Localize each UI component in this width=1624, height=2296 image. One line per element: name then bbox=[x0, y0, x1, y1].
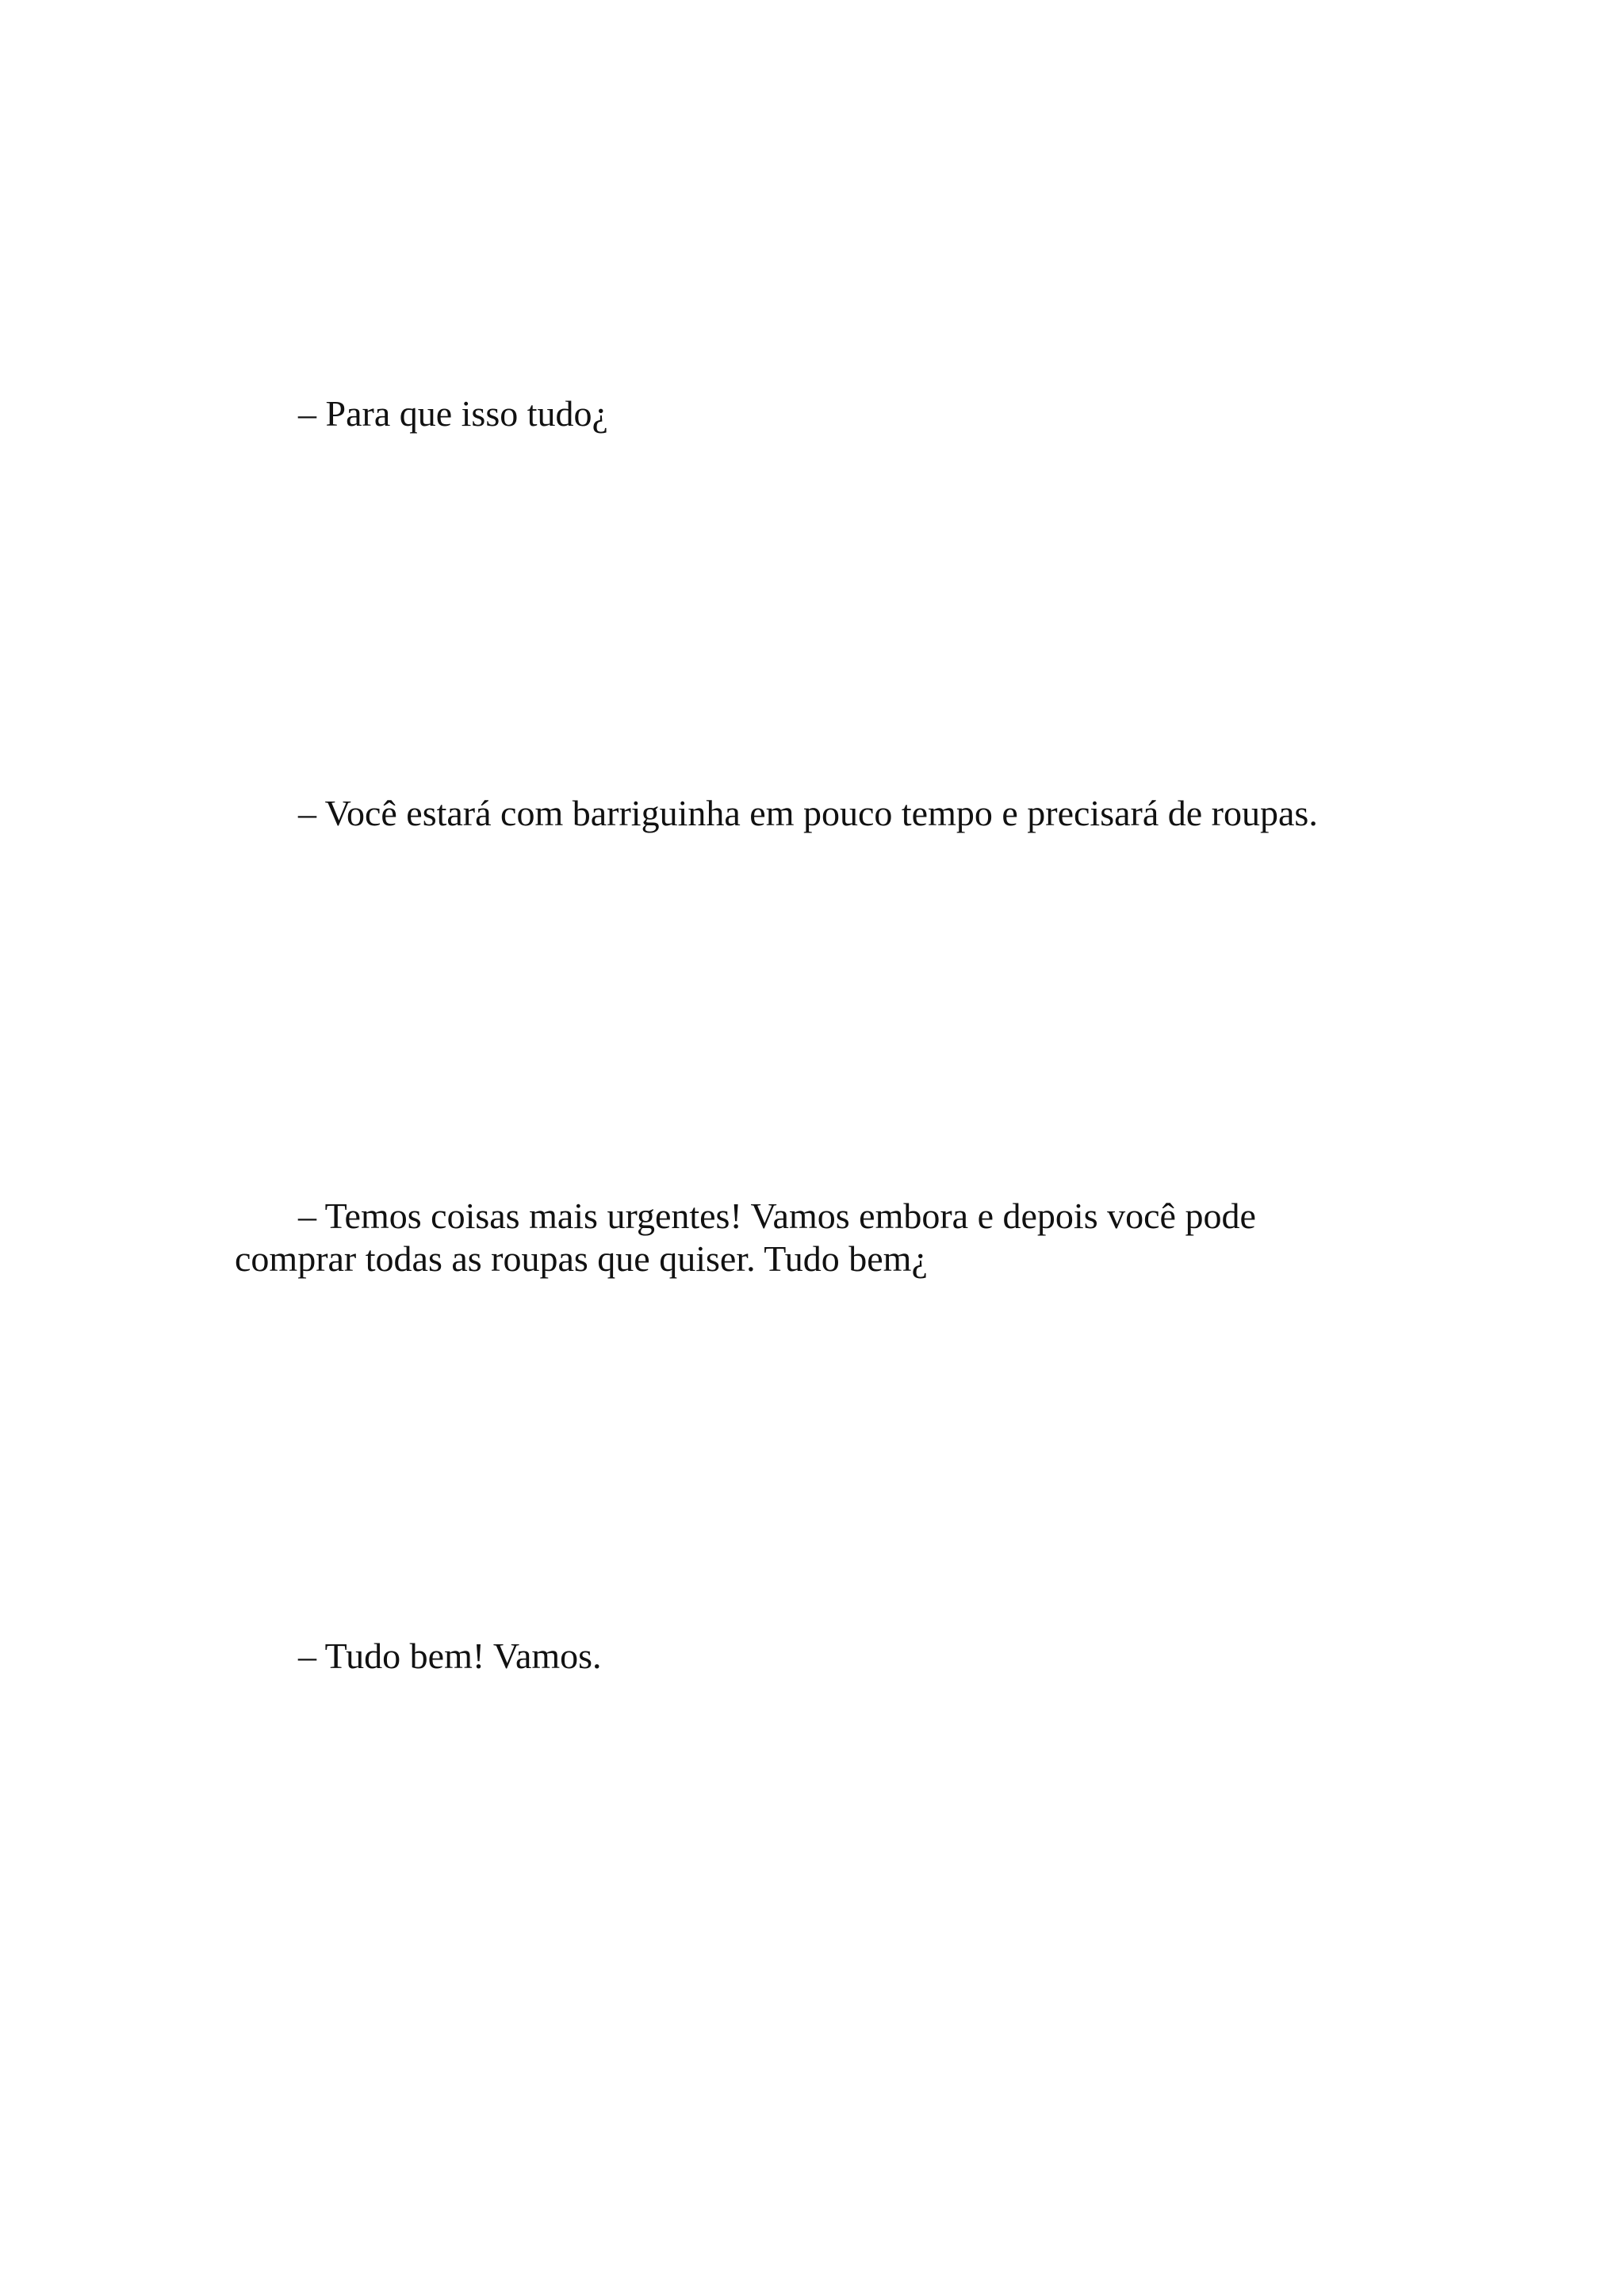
dialogue-paragraph-1: – Para que isso tudo¿ bbox=[298, 393, 608, 434]
dialogue-paragraph-2: – Você estará com barriguinha em pouco tempo e precisará de roupas. bbox=[298, 793, 1318, 833]
dialogue-paragraph-4: – Tudo bem! Vamos. bbox=[298, 1636, 602, 1676]
dialogue-paragraph-3: – Temos coisas mais urgentes! Vamos embora e depois você pode comprar todas as roupas que quiser. Tudo bem¿ bbox=[235, 1196, 1256, 1279]
